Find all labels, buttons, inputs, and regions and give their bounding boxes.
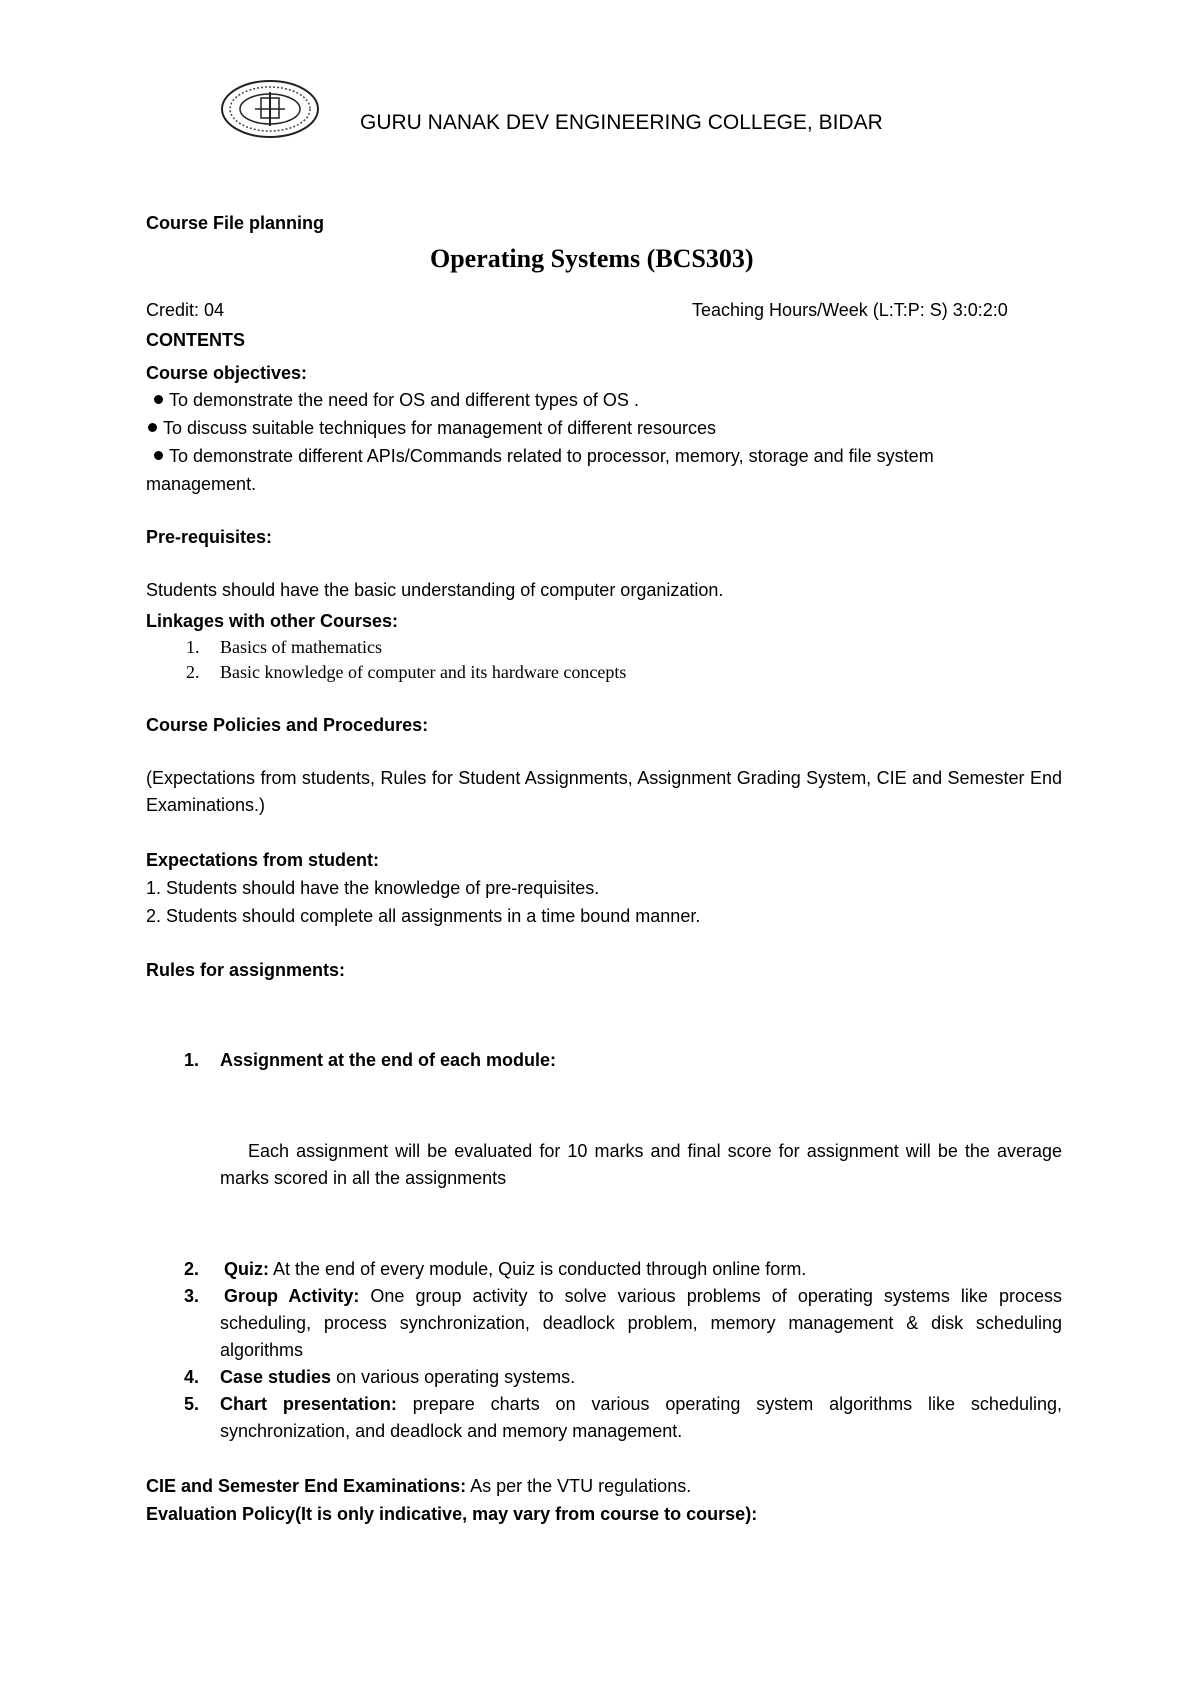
linkage-text: Basics of mathematics	[220, 637, 382, 657]
rule-1-text: Each assignment will be evaluated for 10 marks and final score for assignment will be the average marks scored in all the assignments	[220, 1141, 1062, 1188]
rule-label: Group Activity:	[224, 1286, 360, 1306]
credit: Credit: 04	[146, 300, 225, 320]
course-file-label: Course File planning	[146, 213, 325, 233]
rule-num: 2.	[184, 1259, 200, 1279]
college-emblem-icon	[219, 78, 321, 140]
college-name: GURU NANAK DEV ENGINEERING COLLEGE, BIDAR	[360, 111, 883, 134]
policies-heading: Course Policies and Procedures:	[146, 715, 429, 735]
rule-desc: prepare charts on various operating system algorithms like scheduling, synchronization, and deadlock and memory management.	[220, 1394, 1062, 1441]
objective-text: To demonstrate the need for OS and different types of OS .	[169, 390, 639, 410]
rule-text	[220, 1364, 1062, 1391]
expectation-item: 2. Students should complete all assignments in a time bound manner.	[146, 906, 701, 926]
objective-item	[154, 389, 639, 411]
linkages-heading: Linkages with other Courses:	[146, 611, 399, 631]
objective-text: To discuss suitable techniques for management of different resources	[163, 418, 716, 438]
bullet-icon	[148, 423, 157, 432]
objective-item	[148, 417, 716, 439]
rule-text	[220, 1391, 1062, 1445]
bullet-icon	[154, 451, 163, 460]
bullet-icon	[154, 395, 163, 404]
objectives-heading: Course objectives:	[146, 363, 308, 383]
prereq-text: Students should have the basic understanding of computer organization.	[146, 580, 724, 600]
expectations-heading: Expectations from student:	[146, 850, 380, 870]
rule-label: Case studies	[220, 1367, 332, 1387]
linkage-text: Basic knowledge of computer and its hardware concepts	[220, 662, 627, 682]
policies-text: (Expectations from students, Rules for Student Assignments, Assignment Grading System, CIE and Semester End Examinations.)	[146, 768, 1062, 815]
expectation-item: 1. Students should have the knowledge of pre-requisites.	[146, 878, 600, 898]
rule-num: 1.	[184, 1050, 200, 1070]
rules-heading: Rules for assignments:	[146, 960, 346, 980]
cie-text: As per the VTU regulations.	[466, 1476, 692, 1496]
linkage-num: 1.	[186, 637, 200, 657]
evaluation-policy-heading: Evaluation Policy(It is only indicative, may vary from course to course):	[146, 1504, 758, 1524]
objective-text: To demonstrate different APIs/Commands related to processor, memory, storage and file system	[169, 446, 934, 466]
rule-title: Assignment at the end of each module:	[220, 1050, 557, 1070]
rule-desc: At the end of every module, Quiz is conducted through online form.	[269, 1259, 807, 1279]
rule-num: 4.	[184, 1367, 200, 1387]
objective-item	[154, 445, 934, 467]
rule-label: Quiz:	[224, 1259, 269, 1279]
rule-text	[220, 1283, 1062, 1364]
rule-num: 3.	[184, 1286, 200, 1306]
prereq-heading: Pre-requisites:	[146, 527, 273, 547]
course-title: Operating Systems (BCS303)	[430, 244, 754, 273]
cie-label: CIE and Semester End Examinations:	[146, 1476, 467, 1496]
contents-heading: CONTENTS	[146, 330, 245, 350]
rule-num: 5.	[184, 1394, 200, 1414]
rule-desc: on various operating systems.	[331, 1367, 576, 1387]
cie-line	[146, 1475, 691, 1497]
rule-text	[220, 1256, 1062, 1283]
teaching-hours: Teaching Hours/Week (L:T:P: S) 3:0:2:0	[692, 300, 1008, 320]
rule-desc: One group activity to solve various problems of operating systems like process scheduling, process synchronization, deadlock problem, memory management & disk scheduling algorithms	[220, 1286, 1063, 1360]
objective-continuation: management.	[146, 474, 257, 494]
rule-label: Chart presentation:	[220, 1394, 397, 1414]
linkage-num: 2.	[186, 662, 200, 682]
